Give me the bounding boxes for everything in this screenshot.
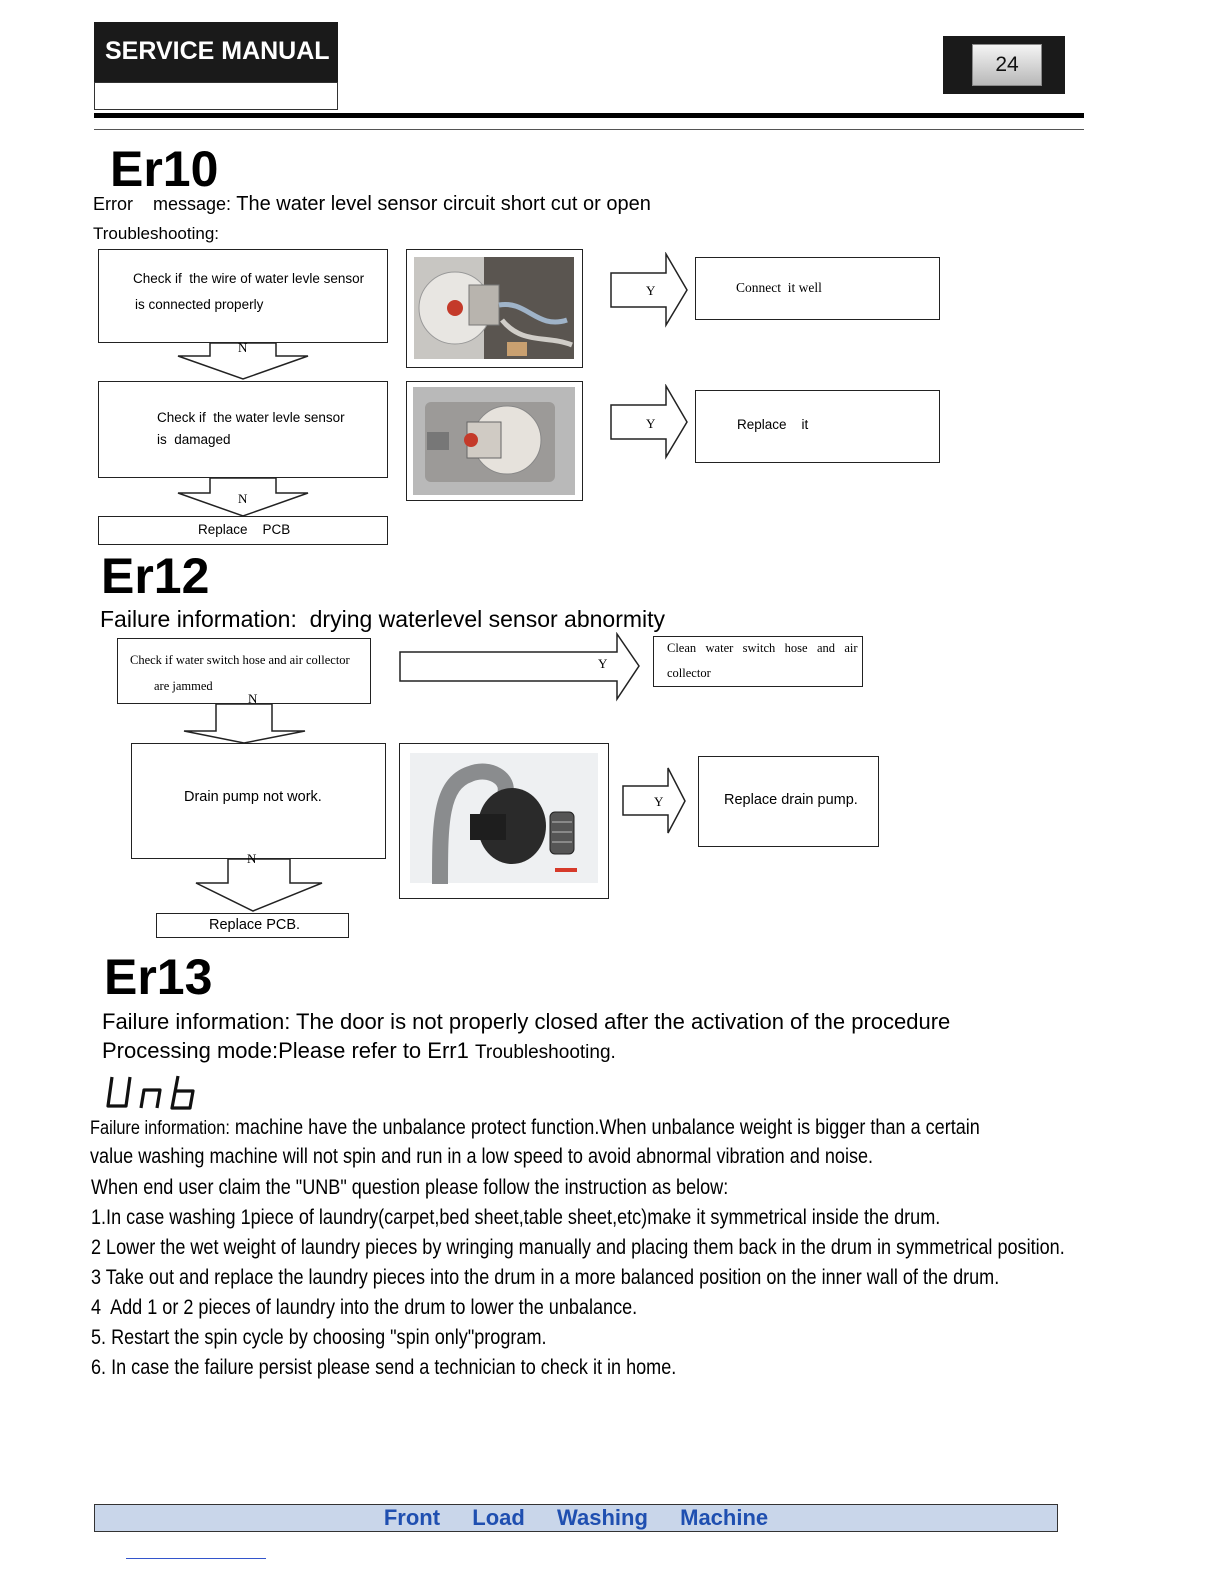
drain-pump-image	[400, 744, 607, 897]
footer-underline	[126, 1558, 266, 1559]
header-rule-thin	[94, 129, 1084, 130]
unb-step-3: 3 Take out and replace the laundry pieces into the drum in a more balanced position on the inner wall of the drum.	[91, 1266, 1000, 1289]
er10-step1-text2: is connected properly	[135, 297, 264, 312]
er10-message-text: The water level sensor circuit short cut or open	[236, 193, 651, 215]
er10-step1-result-text: Connect it well	[736, 280, 822, 295]
header-rule	[94, 113, 1084, 118]
er13-processing-tail: Troubleshooting.	[474, 1042, 616, 1063]
er10-step2-result-box	[695, 390, 940, 463]
unb-intro: When end user claim the "UNB" question please follow the instruction as below:	[91, 1176, 729, 1199]
er12-step1-result-text1: Clean water switch hose and air	[667, 641, 858, 655]
er10-step2-text1: Check if the water levle sensor	[157, 410, 345, 425]
er10-step1-text1: Check if the wire of water levle sensor	[133, 271, 365, 286]
er12-step2-result-text: Replace drain pump.	[724, 792, 858, 808]
er12-yes-label-1: Y	[598, 656, 608, 671]
er12-no-label-2: N	[247, 851, 257, 866]
unb-failure-label: Failure information:	[90, 1118, 230, 1139]
footer-banner	[94, 1504, 1058, 1532]
page-number: 24	[972, 44, 1042, 86]
er10-step1-box	[98, 249, 388, 343]
water-level-sensor-wiring-image	[407, 250, 581, 366]
er10-message	[93, 192, 651, 216]
er12-step2-text: Drain pump not work.	[184, 789, 322, 805]
er12-down-arrow-2	[190, 858, 330, 914]
er12-step1-text2: are jammed	[154, 679, 213, 693]
er13-failure: Failure information: The door is not properly closed after the activation of the procedure	[102, 1009, 951, 1034]
er10-step2-text2: is damaged	[157, 432, 231, 447]
er10-photo-1	[406, 249, 583, 368]
er13-code: Er13	[104, 949, 213, 1005]
er12-yes-label-2: Y	[654, 794, 664, 809]
er12-photo	[399, 743, 609, 899]
er12-failure: Failure information: drying waterlevel sensor abnormity	[100, 606, 666, 632]
unb-step-2: 2 Lower the wet weight of laundry pieces by wringing manually and placing them back in the drum in symmetrical position.	[91, 1236, 1065, 1259]
er10-code: Er10	[110, 141, 219, 197]
service-manual-badge: SERVICE MANUAL	[94, 22, 338, 82]
er10-no-label-2: N	[238, 491, 248, 506]
er10-step2-box	[98, 381, 388, 478]
unb-step-1: 1.In case washing 1piece of laundry(carpet,bed sheet,table sheet,etc)make it symmetrical inside the drum.	[91, 1206, 941, 1229]
unb-step-6: 6. In case the failure persist please send a technician to check it in home.	[91, 1356, 677, 1379]
footer-title: Front Load Washing Machine	[383, 1505, 769, 1530]
er10-final-text: Replace PCB	[198, 522, 291, 537]
unb-failure-line2: value washing machine will not spin and run in a low speed to avoid abnormal vibration and noise.	[90, 1145, 874, 1168]
er10-message-label: Error message:	[93, 194, 232, 214]
page-number-box	[943, 36, 1065, 94]
er12-step1-box	[117, 638, 371, 704]
unb-step-4: 4 Add 1 or 2 pieces of laundry into the drum to lower the unbalance.	[91, 1296, 638, 1319]
er12-step1-result-box	[653, 636, 863, 687]
er10-no-label-1: N	[238, 340, 248, 355]
er12-step1-result-text2: collector	[667, 666, 711, 680]
er12-step2-result-box	[698, 756, 879, 847]
er10-step2-result-text: Replace it	[737, 417, 809, 432]
er10-final-box	[98, 516, 388, 545]
er10-yes-label-2: Y	[646, 416, 656, 431]
er10-troubleshooting-label: Troubleshooting:	[93, 224, 220, 243]
water-level-sensor-image	[407, 382, 581, 499]
unb-failure-text: machine have the unbalance protect function.When unbalance weight is bigger than a certain	[234, 1116, 980, 1139]
er12-code: Er12	[101, 548, 210, 604]
unb-step-5: 5. Restart the spin cycle by choosing "spin only"program.	[91, 1326, 547, 1349]
unb-seven-segment-display	[106, 1074, 198, 1112]
er12-step2-box	[131, 743, 386, 859]
er12-step1-text1: Check if water switch hose and air collector	[130, 653, 350, 667]
er12-no-label-1: N	[248, 691, 258, 706]
er12-final-text: Replace PCB.	[209, 917, 301, 933]
er13-processing-main: Processing mode:Please refer to Err1	[102, 1038, 469, 1063]
er13-processing	[102, 1038, 616, 1065]
badge-underbox	[94, 82, 338, 110]
er10-step1-result-box	[695, 257, 940, 320]
er10-yes-label-1: Y	[646, 283, 656, 298]
er10-photo-2	[406, 381, 583, 501]
er12-final-box	[156, 913, 349, 938]
er12-down-arrow-1	[180, 703, 330, 745]
unb-failure	[90, 1116, 980, 1140]
